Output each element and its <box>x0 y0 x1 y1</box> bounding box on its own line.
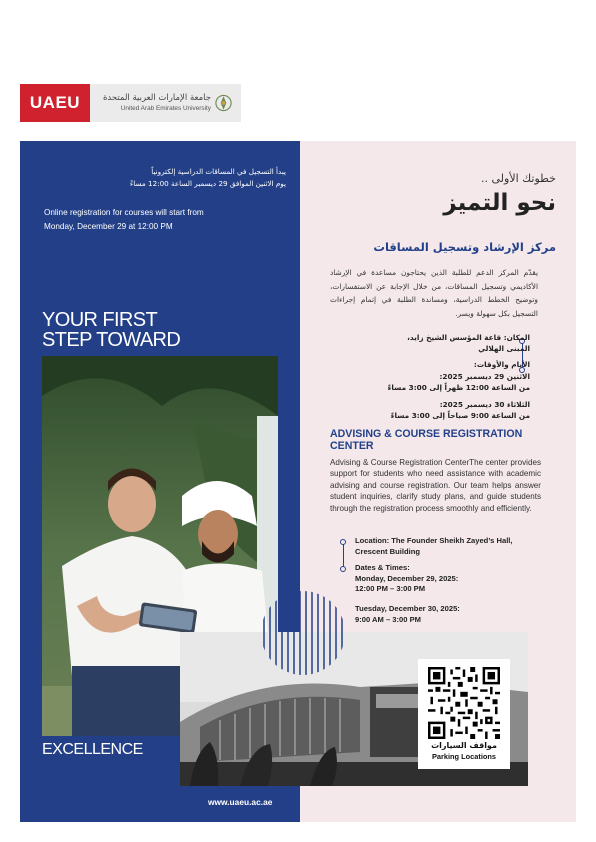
university-logo <box>90 84 241 122</box>
day1-en: Monday, December 29, 2025: <box>355 573 459 583</box>
parking-label-ar: مواقف السيارات <box>431 741 497 750</box>
website-link[interactable]: www.uaeu.ac.ae <box>208 797 273 807</box>
day2-ar: الثلاثاء 30 ديسمبر 2025: <box>439 400 530 410</box>
location-en-1: Location: The Founder Sheikh Zayed’s Hall, <box>355 536 513 545</box>
title-en-line2: CENTER <box>330 439 374 452</box>
parking-label-en: Parking Locations <box>431 752 497 761</box>
uaeu-logo <box>20 84 90 122</box>
place-ar-2: المبنى الهلالي <box>478 344 530 354</box>
notice-en-line1: Online registration for courses will start from <box>44 208 204 217</box>
time1-en: 12:00 PM – 3:00 PM <box>355 584 426 594</box>
university-emblem-icon <box>214 93 233 113</box>
timeline-line-en <box>343 544 344 568</box>
day2-en: Tuesday, December 30, 2025: <box>355 603 460 613</box>
time2-ar: من الساعة 9:00 صباحاً إلى 3:00 مساءً <box>390 411 530 421</box>
notice-en-line2: Monday, December 29 at 12:00 PM <box>44 222 173 231</box>
timeline-dot-en <box>340 566 346 572</box>
details-ar <box>330 332 530 423</box>
notice-ar-line1: يبدأ التسجيل في المساقات الدراسية إلكترونياً <box>151 167 286 176</box>
headline-line2: STEP TOWARD <box>42 329 181 351</box>
notice-ar-line2: يوم الاثنين الموافق 29 ديسمبر الساعة 12:00 مساءً <box>129 179 286 188</box>
description-en: Advising & Course Registration CenterThe center provides support for students who need assistance with academic advising and course registration. Our team helps answer student inquiries, clarify study plans, and guide students through the registration process smoothly and efficiently. <box>330 458 541 513</box>
parking-qr-card[interactable] <box>418 659 510 769</box>
dates-label-en: Dates & Times: <box>355 563 410 573</box>
subtitle-ar: مركز الإرشاد وتسجيل المساقات <box>373 240 556 254</box>
step-text-ar: خطوتك الأولى .. <box>481 172 556 185</box>
qr-code-icon[interactable] <box>428 667 500 739</box>
timeline-dot-en <box>340 539 346 545</box>
location-en-2: Crescent Building <box>355 546 420 556</box>
headline-line1: YOUR FIRST <box>42 309 158 331</box>
place-ar-1: المكان: قاعة المؤسس الشيخ زايد، <box>407 333 530 342</box>
registration-notice-en <box>44 206 294 234</box>
title-en <box>330 429 540 452</box>
university-name-en: United Arab Emirates University <box>120 105 211 112</box>
decorative-stripes <box>260 590 346 676</box>
excellence-text: EXCELLENCE <box>42 741 143 758</box>
title-ar: نحو التميز <box>443 190 556 216</box>
logo-text: UAEU <box>29 93 81 112</box>
university-name-ar: جامعة الإمارات العربية المتحدة <box>102 93 211 103</box>
headline <box>42 310 180 350</box>
time1-ar: من الساعة 12:00 ظهراً إلى 3:00 مساءً <box>387 382 530 392</box>
title-en-line1: ADVISING & COURSE REGISTRATION <box>330 428 523 440</box>
dates-label-ar: الأيام والأوقات: <box>473 360 530 370</box>
day1-ar: الاثنين 29 ديسمبر 2025: <box>439 371 530 381</box>
registration-notice-ar <box>56 166 286 190</box>
description-ar: يقدّم المركز الدعم للطلبة الذين يحتاجون مساعدة في الإرشاد الأكاديمي وتسجيل المساقات، من خلال الإجابة عن الاستفسارات، وتوضيح الخطط الدراسية، ومساندة الطلبة في إتمام إجراءات التسجيل بكل سهولة ويسر. <box>330 268 538 318</box>
time2-en: 9:00 AM – 3:00 PM <box>355 614 421 624</box>
details-en <box>355 536 545 625</box>
